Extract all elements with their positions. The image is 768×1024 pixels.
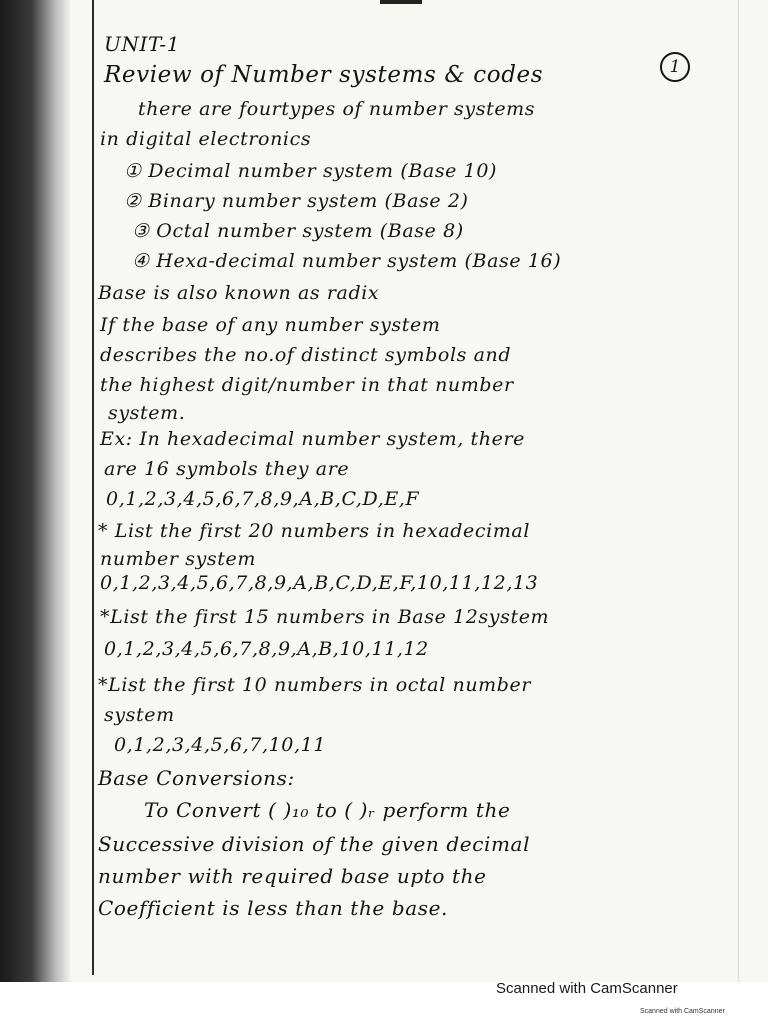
page-number-circle: 1: [660, 52, 690, 82]
base12-sequence: 0,1,2,3,4,5,6,7,8,9,A,B,10,11,12: [104, 638, 429, 660]
margin-line: [92, 0, 94, 975]
camscanner-watermark-small: Scanned with CamScanner: [640, 1008, 725, 1015]
unit-heading: UNIT-1: [104, 32, 181, 56]
text-line: To Convert ( )₁₀ to ( )ᵣ perform the: [144, 798, 511, 822]
text-line: describes the no.of distinct symbols and: [100, 344, 512, 366]
text-line: Coefficient is less than the base.: [98, 896, 448, 920]
right-margin-line: [738, 0, 739, 982]
hex-symbols: 0,1,2,3,4,5,6,7,8,9,A,B,C,D,E,F: [106, 488, 420, 510]
list-item-octal: ③ Octal number system (Base 8): [132, 220, 464, 242]
list-item-binary: ② Binary number system (Base 2): [124, 190, 469, 212]
text-line: are 16 symbols they are: [104, 458, 350, 480]
text-line: Base is also known as radix: [98, 282, 380, 304]
exercise-line: *List the first 15 numbers in Base 12system: [100, 606, 550, 628]
camscanner-watermark: Scanned with CamScanner: [496, 980, 678, 997]
list-item-decimal: ① Decimal number system (Base 10): [124, 160, 498, 182]
text-line: Successive division of the given decimal: [98, 832, 531, 856]
hex-sequence: 0,1,2,3,4,5,6,7,8,9,A,B,C,D,E,F,10,11,12,13: [100, 572, 539, 594]
exercise-line: *List the first 10 numbers in octal number: [98, 674, 532, 696]
list-item-hexadecimal: ④ Hexa-decimal number system (Base 16): [132, 250, 562, 272]
text-line: system: [104, 704, 175, 726]
text-line: in digital electronics: [100, 128, 312, 150]
text-line: number system: [100, 548, 256, 570]
page-edge-shadow: [0, 0, 70, 982]
top-edge-mark: [380, 0, 422, 4]
text-line: the highest digit/number in that number: [100, 374, 514, 396]
section-heading: Base Conversions:: [98, 766, 295, 790]
example-line: Ex: In hexadecimal number system, there: [100, 428, 525, 450]
exercise-line: * List the first 20 numbers in hexadecimal: [98, 520, 531, 542]
text-line: there are fourtypes of number systems: [138, 98, 536, 120]
text-line: If the base of any number system: [100, 314, 441, 336]
topic-title: Review of Number systems & codes: [104, 62, 544, 88]
text-line: system.: [108, 402, 186, 424]
octal-sequence: 0,1,2,3,4,5,6,7,10,11: [114, 734, 327, 756]
text-line: number with required base upto the: [98, 864, 487, 888]
